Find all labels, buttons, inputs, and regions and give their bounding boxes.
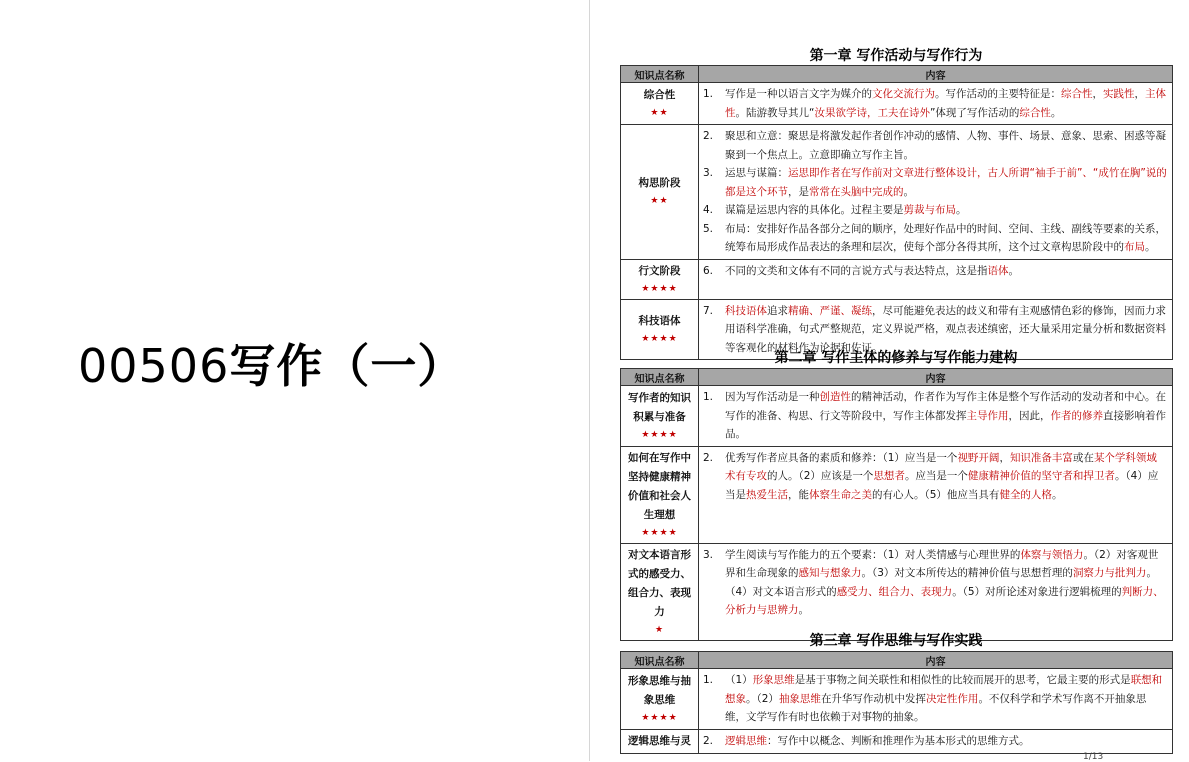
table-row: [621, 386, 1173, 447]
item-text: [725, 85, 1167, 122]
topic-cell: [621, 83, 699, 125]
highlight-text: 汝果欲学诗，工夫在诗外: [814, 106, 930, 119]
text-segment: ，因此，: [1008, 409, 1051, 422]
item-number: 1.: [703, 674, 714, 686]
text-segment: 聚思和立意：聚思是将激发起作者创作冲动的感情、人物、事件、场景、意象、思索、困惑等凝聚到一个焦点上。立意即确立写作主旨。: [725, 130, 1166, 161]
highlight-text: 某个学科领域术有专攻: [725, 451, 1157, 482]
course-name: 写作（一）: [229, 339, 465, 393]
star-rating: ★: [654, 624, 665, 635]
topic-name: 对文本语言形式的感受力、组合力、表现力: [628, 548, 691, 618]
text-segment: 。: [1051, 488, 1063, 501]
highlight-text: 联想和想象: [725, 674, 1163, 705]
text-segment: 。（2）: [746, 692, 779, 705]
item-text: [725, 262, 1167, 281]
text-segment: 追求: [767, 304, 788, 317]
topic-name: 行文阶段: [638, 264, 681, 277]
highlight-text: 决定性作用: [925, 692, 979, 705]
item-text: [725, 201, 1167, 220]
item-text: [725, 732, 1167, 751]
star-rating: ★★: [650, 108, 669, 118]
text-segment: 。（2）对客观世界和生命现象的: [725, 548, 1159, 579]
item-text: [725, 449, 1167, 505]
header-content: 内容: [699, 66, 1173, 83]
text-segment: ，尽可能避免表达的歧义和带有主观感情色彩的修饰，因而力求用语科学准确，句式严整规范，定义界说严格，观点表述缜密，还大量采用定量分析和数据资料等客观化的材料作为论据和佐证。: [725, 304, 1166, 354]
text-segment: 。陆游教导其儿“: [735, 106, 815, 119]
highlight-text: 体察生命之美: [809, 488, 872, 501]
highlight-text: 逻辑思维: [725, 734, 767, 747]
highlight-text: 常常在头脑中完成的: [809, 185, 904, 198]
text-segment: 。: [798, 604, 809, 616]
topic-name: 写作者的知识积累与准备: [628, 391, 691, 423]
header-name: 知识点名称: [621, 369, 699, 386]
highlight-text: 健康精神价值的坚守者和捍卫者: [967, 470, 1115, 482]
content-cell: [699, 729, 1173, 753]
knowledge-table: [620, 651, 1173, 754]
text-segment: 。: [903, 185, 914, 198]
highlight-text: 视野开阔: [957, 451, 1000, 464]
topic-name: 逻辑思维与灵: [628, 734, 691, 747]
highlight-text: 主导作用: [966, 409, 1009, 422]
text-segment: 是基于事物之间关联性和相似性的比较而展开的思考，它最主要的形式是: [794, 674, 1131, 686]
item-text: [725, 671, 1167, 727]
text-segment: ，: [1134, 88, 1145, 100]
star-rating: ★★★★: [641, 429, 678, 440]
item-text: [725, 127, 1167, 164]
text-segment: 学生阅读与写作能力的五个要素：（1）对人类情感与心理世界的: [725, 548, 1021, 561]
course-code: 00506: [78, 339, 230, 393]
topic-cell: [621, 259, 699, 299]
table-row: [621, 543, 1173, 640]
content-cell: [699, 386, 1173, 447]
table-row: [621, 83, 1173, 125]
list-item: [703, 388, 1167, 444]
course-title: [78, 330, 464, 396]
item-number: 7.: [703, 304, 714, 317]
table-header-row: [621, 66, 1173, 83]
text-segment: ，能: [788, 488, 809, 501]
text-segment: 直接影响着作品。: [725, 409, 1166, 440]
item-number: 3.: [703, 548, 714, 561]
highlight-text: 形象思维: [752, 674, 795, 686]
highlight-text: 文化交流行为: [872, 88, 935, 100]
text-segment: 布局：安排好作品各部分之间的顺序，处理好作品中的时间、空间、主线、副线等要素的关系，统筹布局形成作品表达的条理和层次，使每个部分各得其所，这个过文章构思阶段中的: [725, 222, 1166, 253]
star-rating: ★★★★: [641, 333, 678, 344]
list-item: [703, 127, 1167, 164]
text-segment: 。（3）对文本所传达的精神价值与思想哲理的: [861, 567, 1073, 579]
highlight-text: 热爱生活: [746, 488, 788, 501]
content-cell: [699, 669, 1173, 730]
item-text: [725, 164, 1167, 201]
list-item: [703, 546, 1167, 620]
text-segment: 。（4）应当是: [725, 470, 1159, 501]
topic-cell: [621, 446, 699, 543]
table-row: [621, 259, 1173, 299]
text-segment: 的人。（2）应该是一个: [767, 470, 874, 482]
text-segment: ：写作中以概念、判断和推理作为基本形式的思维方式。: [767, 734, 1030, 747]
item-number: 1.: [703, 88, 714, 100]
topic-cell: [621, 386, 699, 447]
text-segment: 。应当是一个: [904, 470, 968, 482]
table-row: [621, 729, 1173, 753]
highlight-text: 语体: [987, 264, 1009, 277]
list-item: [703, 262, 1167, 281]
highlight-text: 感知与想象力: [798, 567, 862, 579]
page-indicator: 1/13: [1083, 752, 1104, 762]
star-rating: ★★: [650, 196, 669, 207]
header-name: 知识点名称: [621, 652, 699, 669]
item-text: [725, 546, 1167, 620]
highlight-text: 剪裁与布局: [903, 204, 956, 216]
item-number: 3.: [703, 167, 714, 179]
text-segment: 。: [1145, 241, 1156, 253]
item-number: 2.: [703, 734, 714, 747]
header-content: 内容: [699, 652, 1173, 669]
highlight-text: 思想者: [873, 470, 905, 482]
topic-cell: [621, 729, 699, 753]
highlight-text: 布局: [1124, 241, 1145, 253]
content-cell: [699, 125, 1173, 260]
topic-name: 综合性: [643, 89, 676, 101]
highlight-text: 知识准备丰富: [1009, 451, 1073, 464]
highlight-text: 洞察力与批判力: [1072, 567, 1147, 579]
list-item: [703, 164, 1167, 201]
highlight-text: 运思即作者在写作前对文章进行整体设计，古人所谓“袖手于前”、“成竹在胸”说的都是这个环节: [725, 167, 1167, 198]
text-segment: 运思与谋篇：: [725, 167, 788, 179]
list-item: [703, 220, 1167, 257]
chapter-title: 第三章 写作思维与写作实践: [809, 633, 983, 649]
text-segment: 。写作活动的主要特征是：: [935, 88, 1061, 100]
topic-name: 科技语体: [638, 314, 681, 327]
table-header-row: [621, 369, 1173, 386]
topic-cell: [621, 125, 699, 260]
item-number: 1.: [703, 391, 714, 403]
text-segment: 。: [1008, 264, 1019, 277]
text-segment: 优秀写作者应具备的素质和修养：（1）应当是一个: [725, 451, 958, 464]
table-header-row: [621, 652, 1173, 669]
table-row: [621, 446, 1173, 543]
highlight-text: 主体性: [725, 88, 1166, 119]
text-segment: 。不仅科学和学术写作离不开抽象思维，文学写作有时也依赖于对事物的抽象。: [725, 692, 1147, 723]
text-segment: 。: [1050, 106, 1062, 119]
highlight-text: 实践性: [1103, 88, 1135, 100]
text-segment: ”体现了写作活动的: [929, 106, 1020, 119]
content-cell: [699, 259, 1173, 299]
content-cell: [699, 446, 1173, 543]
text-segment: 。（5）对所论述对象进行逻辑梳理的: [952, 585, 1122, 598]
highlight-text: 作者的修养: [1050, 409, 1103, 422]
highlight-text: 体察与领悟力: [1020, 548, 1084, 561]
text-segment: （1）: [725, 674, 753, 686]
text-segment: 因为写作活动是一种: [725, 391, 820, 403]
list-item: [703, 449, 1167, 505]
highlight-text: 精确、严谨、凝练: [788, 304, 872, 317]
text-segment: 不同的文类和文体有不同的言说方式与表达特点，这是指: [725, 264, 988, 277]
item-number: 2.: [703, 451, 714, 464]
item-number: 6.: [703, 264, 714, 277]
table-row: [621, 669, 1173, 730]
item-number: 4.: [703, 204, 714, 216]
list-item: [703, 732, 1167, 751]
list-item: [703, 671, 1167, 727]
highlight-text: 创造性: [819, 391, 851, 403]
header-name: 知识点名称: [621, 66, 699, 83]
table-row: [621, 125, 1173, 260]
knowledge-table: [620, 368, 1173, 641]
highlight-text: 健全的人格: [999, 488, 1052, 501]
topic-name: 形象思维与抽象思维: [628, 674, 691, 706]
cover-page: [0, 0, 589, 761]
highlight-text: 综合性: [1019, 106, 1051, 119]
content-cell: [699, 543, 1173, 640]
item-text: [725, 388, 1167, 444]
chapter-title: 第一章 写作活动与写作行为: [809, 48, 983, 64]
highlight-text: 抽象思维: [778, 692, 821, 705]
text-segment: 或在: [1072, 451, 1094, 464]
highlight-text: 科技语体: [725, 304, 767, 317]
item-text: [725, 220, 1167, 257]
header-content: 内容: [699, 369, 1173, 386]
highlight-text: 感受力、组合力、表现力: [836, 585, 953, 598]
text-segment: 的精神活动，作者作为写作主体是整个写作活动的发动者和中心。在写作的准备、构思、行文等阶段中，写作主体都发挥: [725, 391, 1166, 422]
list-item: [703, 85, 1167, 122]
star-rating: ★★★★: [641, 283, 678, 294]
text-segment: 写作是一种以语言文字为媒介的: [725, 88, 872, 100]
chapter-title: 第二章 写作主体的修养与写作能力建构: [774, 350, 1018, 366]
item-number: 2.: [703, 130, 714, 142]
star-rating: ★★★★: [641, 527, 678, 538]
text-segment: ，: [999, 451, 1010, 464]
text-segment: 的有心人。（5）他应当具有: [872, 488, 1000, 501]
text-segment: 在升华写作动机中发挥: [820, 692, 926, 705]
text-segment: ，是: [788, 185, 809, 198]
list-item: [703, 201, 1167, 220]
highlight-text: 判断力、分析力与思辨力: [725, 585, 1164, 616]
text-segment: 。（4）对文本语言形式的: [725, 567, 1157, 598]
star-rating: ★★★★: [641, 712, 678, 723]
topic-name: 如何在写作中坚持健康精神价值和社会人生理想: [628, 451, 691, 521]
topic-cell: [621, 543, 699, 640]
text-segment: 谋篇是运思内容的具体化。过程主要是: [725, 204, 904, 216]
content-cell: [699, 83, 1173, 125]
topic-name: 构思阶段: [638, 177, 681, 190]
text-segment: 。: [956, 204, 967, 216]
item-number: 5.: [703, 222, 714, 235]
text-segment: ，: [1092, 88, 1103, 100]
knowledge-table: [620, 65, 1173, 360]
highlight-text: 综合性: [1061, 88, 1093, 100]
topic-cell: [621, 669, 699, 730]
